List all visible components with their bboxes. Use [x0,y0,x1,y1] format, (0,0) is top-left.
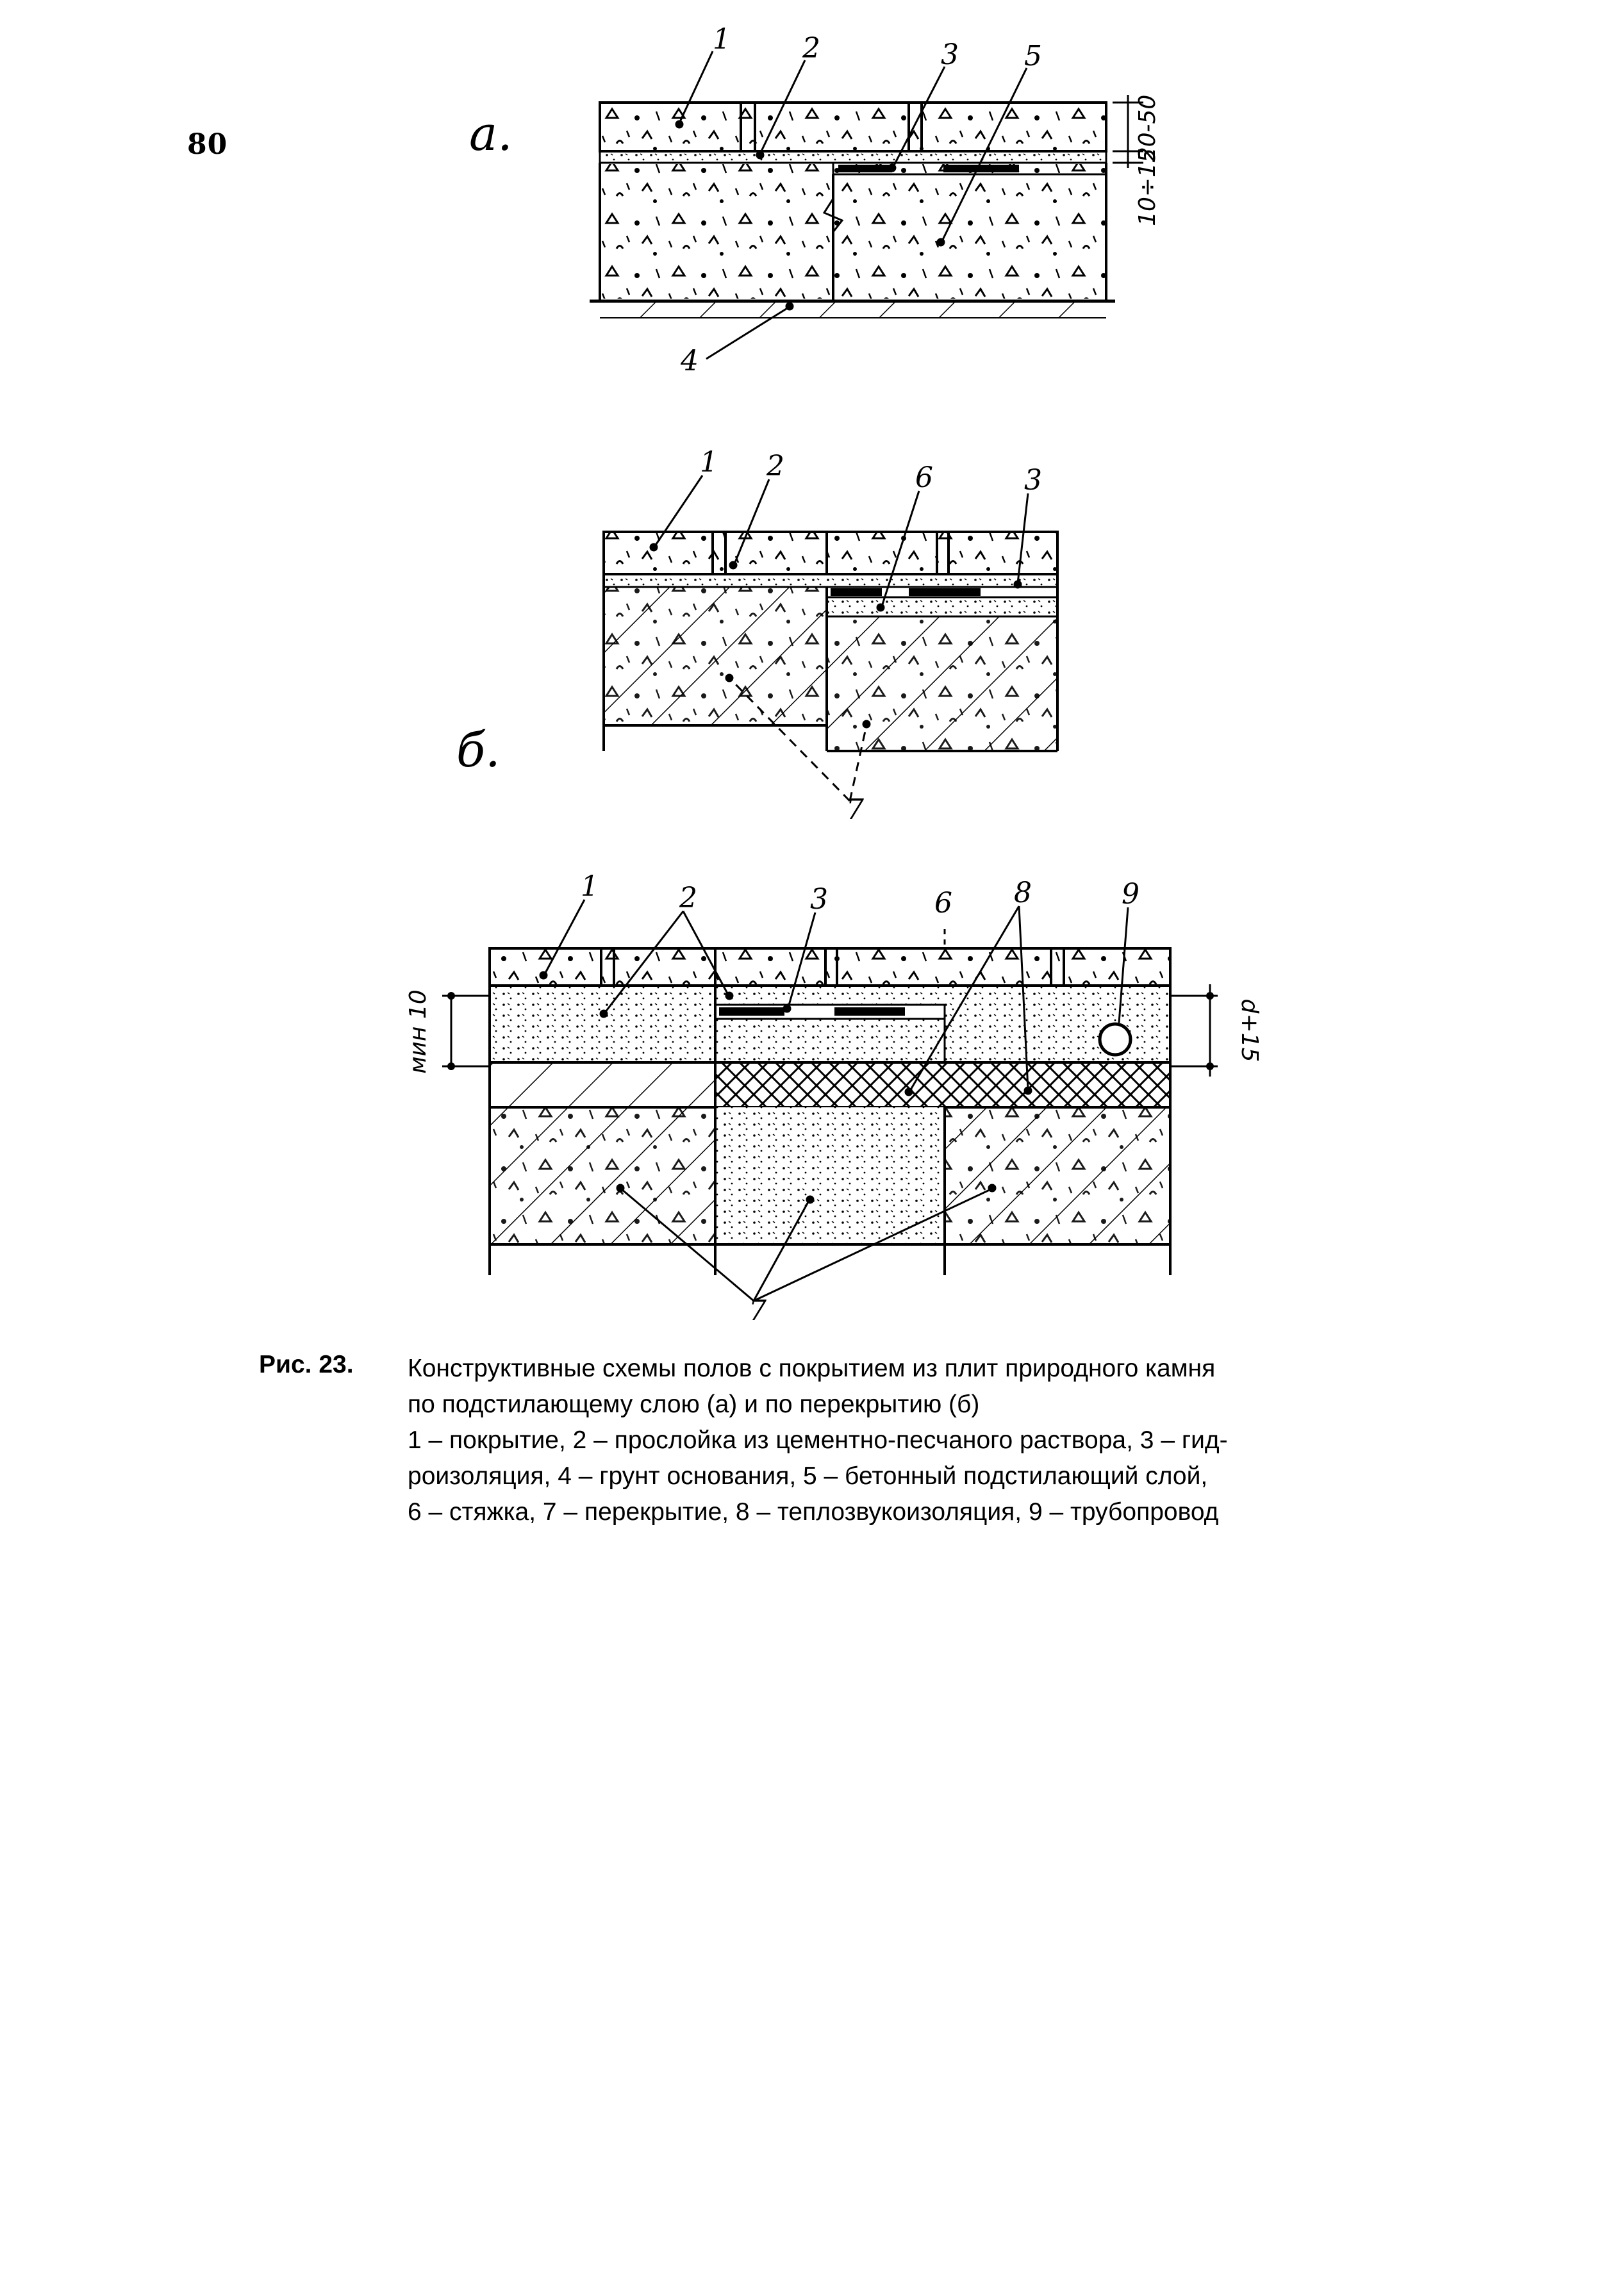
dim-c-d-15: d+15 [1236,998,1263,1062]
label-b: б. [456,723,501,778]
callout-c-1: 1 [581,870,599,903]
caption-line: 6 – стяжка, 7 – перекрытие, 8 – теплозвукоизоляция, 9 – трубопровод [408,1498,1219,1526]
callout-b-2: 2 [766,450,784,483]
dim-a-10-15: 10÷15 [1134,148,1161,226]
caption-line: по подстилающему слою (а) и по перекрытию (б) [408,1391,980,1418]
dim-c-min-10: мин 10 [405,989,431,1074]
diagram-b [456,446,1057,826]
caption-line: роизоляция, 4 – грунт основания, 5 – бетонный подстилающий слой, [408,1462,1208,1490]
callout-b-7: 7 [846,793,864,826]
caption-line: 1 – покрытие, 2 – прослойка из цементно-песчаного раствора, 3 – гид- [408,1426,1228,1454]
callout-a-3: 3 [941,38,959,71]
dim-a-20-50: 20-50 [1134,94,1161,162]
callout-c-9: 9 [1122,878,1139,911]
caption-line: Конструктивные схемы полов с покрытием из плит природного камня [408,1355,1216,1382]
caption-text [408,1351,1382,1530]
callout-a-1: 1 [713,23,731,56]
callout-a-4: 4 [681,345,699,377]
callout-c-8: 8 [1014,877,1032,909]
callout-b-1: 1 [700,446,718,479]
caption-label: Рис. 23. [259,1351,354,1378]
callout-c-6: 6 [934,887,952,920]
callout-c-3: 3 [810,883,828,916]
page-number: 80 [187,128,228,161]
callout-c-7: 7 [749,1294,766,1327]
diagram-c [405,870,1263,1327]
callout-b-3: 3 [1024,464,1042,497]
label-a: а. [469,106,513,161]
callout-a-5: 5 [1024,40,1042,72]
callout-b-6: 6 [915,461,933,494]
callout-c-2: 2 [679,882,697,914]
diagram-a [469,23,1161,377]
callout-a-2: 2 [802,32,820,65]
